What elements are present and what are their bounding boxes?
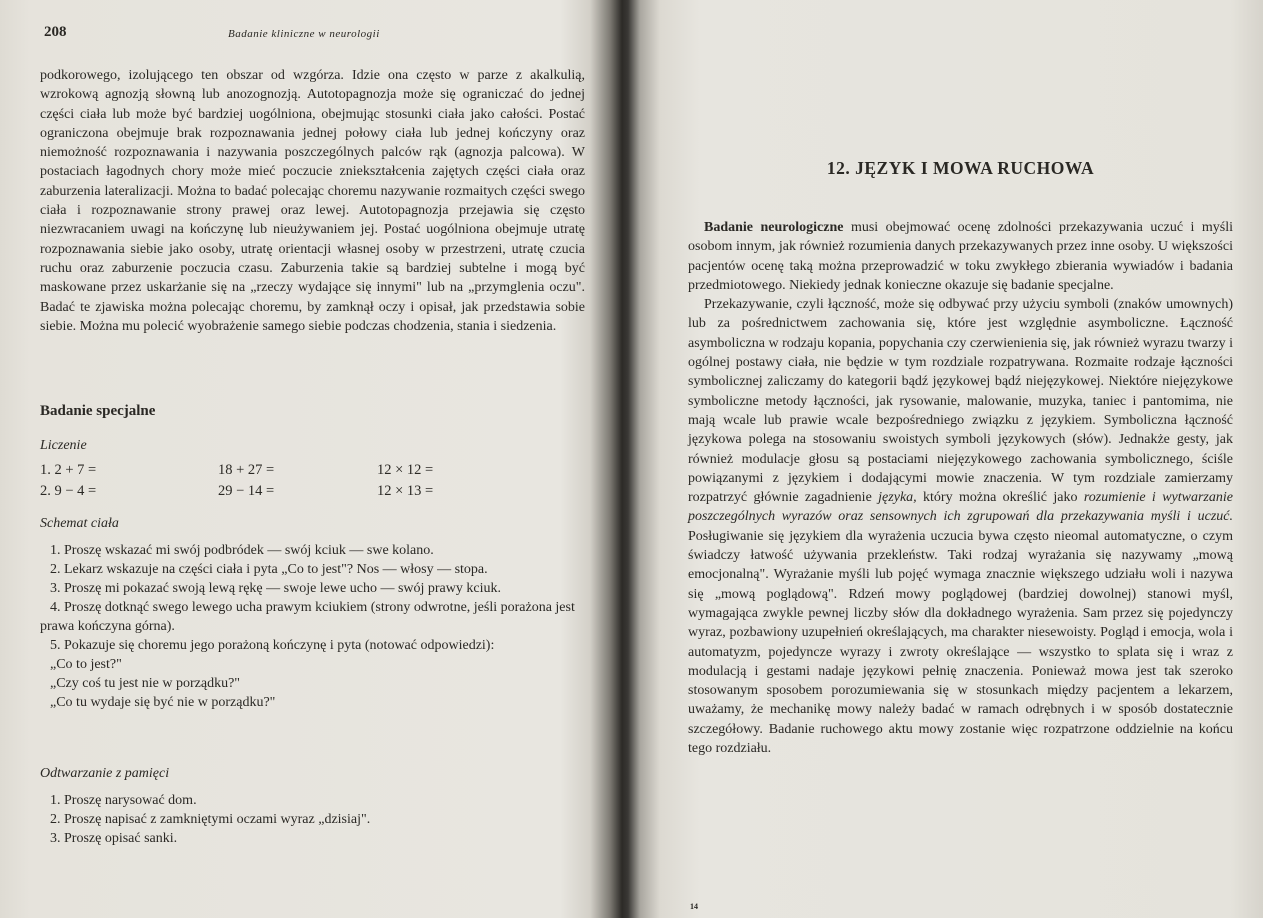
counting-cell: 2. 9 − 4 =	[40, 483, 97, 499]
left-header	[40, 24, 585, 44]
counting-table	[40, 462, 585, 506]
list-item: 2. Proszę napisać z zamkniętymi oczami wyraz „dzisiaj".	[50, 812, 371, 827]
list-item: 1. Proszę wskazać mi swój podbródek — swój kciuk — swe kolano.	[50, 543, 434, 558]
counting-cell: 12 × 13 =	[377, 483, 434, 499]
paragraph-text: Posługiwanie się językiem dla wyrażenia uczucia bywa często nieomal automatyczne, o czym świadczy łatwość używania przekleństw. Taki rodzaj wyrażania się nazywamy „mową emocjonalną". Wyrażanie myśli lub pojęć wymaga znacznie większego udziału woli i nazywa się „mową poglądową". Rdzeń mowy poglądowej (bardziej dowolnej) stanowi myśl, wymagająca zwykle pewnej liczby słów dla dokładnego wyrażenia. Sam przez się pojedynczy wyraz, pozbawiony uzupełnień określających, ma charakter niesewoisty. Pogląd i emocja, wola i automatyzm, pojedyncze wyrazy i zwroty określające — wszystko to splata się i wraz z modulacją i gestami nadaje językowi pełnię znaczenia. Ponieważ mowa jest tak szeroko stosowanym sposobem porozumiewania się w stosunkach między pacjentem a lekarzem, uważamy, że mechanikę mowy należy badać w ramach odrębnych i w sposób dostatecznie szczegółowy. Badanie ruchowego aktu mowy zostanie więc rozpatrzone oddzielnie na końcu tego rozdziału.	[688, 528, 1233, 757]
right-paragraph-1	[688, 218, 1233, 295]
list-item: 3. Proszę opisać sanki.	[50, 831, 178, 846]
counting-cell: 12 × 12 =	[377, 462, 434, 478]
paragraph-text: który można określić jako	[916, 490, 1084, 506]
right-text-block	[688, 218, 1233, 758]
counting-cell: 29 − 14 =	[218, 483, 275, 499]
list-item: 1. Proszę narysować dom.	[50, 793, 197, 808]
paragraph-text: musi obejmować ocenę zdolności przekazywania uczuć i myśli osobom innym, jak również rozumienia danych przekazywanych przez inne osoby. U większości pacjentów ocenę taką można przeprowadzić w toku zwykłego zbierania wywiadów i badania przedmiotowego. Niekiedy jednak konieczne okazuje się badanie specjalne.	[688, 220, 1234, 293]
paragraph-lead: Badanie neurologiczne	[704, 220, 844, 235]
emphasis-text: rozumienie i wytwarzanie poszczególnych wyrazów oraz sensownych ich zgrupowań dla przekazywania myśli i uczuć.	[688, 490, 1233, 525]
paragraph-text: Przekazywanie, czyli łączność, może się odbywać przy użyciu symboli (znaków umownych) lub za pośrednictwem zachowania się, które jest względnie asymboliczne. Łączność asymboliczna w rodzaju kopania, popychania czy czerwienienia się, jak również wyrazu twarzy i ogólnej postawy ciała, nie będzie w tym rozdziale rozpatrywana. Rozmaite rodzaje łączności symbolicznej zaliczamy do kategorii bądź językowej bądź niejęzykowej. Niektóre niejęzykowe symboliczne metody łączności, jak rysowanie, malowanie, muzyka, taniec i pantomima, nie mają wcale lub prawie wcale bezpośredniego związku z językiem. Symboliczna łączność językowa polega na stosowaniu swoistych symboli językowych (słów). Jednakże gesty, jak również modulacje głosu są postaciami niejęzykowego zachowania symbolicznego, ściśle powiązanymi z językiem i dodającymi mowie znaczenia. W tym rozdziale zamierzamy rozpatrzyć głównie zagadnienie	[688, 297, 1233, 506]
question-item: „Co to jest?"	[50, 657, 122, 672]
left-paragraph: podkorowego, izolującego ten obszar od wzgórza. Idzie ona często w parze z akalkulią, wzrokową agnozją słowną lub anozognozją. Autotopagnozja może się ograniczać do jednej części ciała lub może być bardziej uogólniona, obejmując stosunki ciała jako całości. Postać ograniczona obejmuje brak rozpoznawania jednej połowy ciała lub jednej kończyny oraz niemożność rozpoznawania i nazywania poszczególnych palców rąk (agnozja palcowa). W postaciach łagodnych chory może mieć poczucie zniekształcenia zajętych części ciała oraz zaburzenia lateralizacji. Można to badać polecając choremu nazywanie rozmaitych części swego ciała i rozpoznawanie strony prawej oraz lewej. Autotopagnozja przejawia się często niezwracaniem uwagi na kończynę lub nieużywaniem jej. Postać uogólniona obejmuje utratę rozpoznawania siebie jako osoby, utratę orientacji własnej osoby w przestrzeni, utratę czucia ruchu oraz zaburzenie poczucia czasu. Zaburzenia takie są bardziej subtelne i mogą być maskowane przez uskarżanie się na „rzeczy wydające się innymi" lub na „przymglenia oczu". Badać te zjawiska można polecając choremu, by zamknął oczy i opisał, jak przedstawia sobie siebie. Można mu polecić wyobrażenie samego siebie podczas chodzenia, stania i siedzenia.	[40, 68, 585, 334]
counting-cell: 1. 2 + 7 =	[40, 462, 97, 478]
counting-heading: Liczenie	[40, 438, 87, 453]
list-item: 4. Proszę dotknąć swego lewego ucha prawym kciukiem (strony odwrotne, jeśli porażona jest prawa kończyna górna).	[40, 600, 575, 634]
question-item: „Co tu wydaje się być nie w porządku?"	[50, 695, 276, 710]
question-item: „Czy coś tu jest nie w porządku?"	[50, 676, 240, 691]
chapter-title: 12. JĘZYK I MOWA RUCHOWA	[826, 158, 1095, 178]
running-head: Badanie kliniczne w neurologii	[228, 28, 380, 40]
body-schema-heading: Schemat ciała	[40, 516, 119, 531]
right-paragraph-2	[688, 295, 1233, 758]
list-item: 2. Lekarz wskazuje na części ciała i pyta „Co to jest"? Nos — włosy — stopa.	[50, 562, 488, 577]
list-item: 5. Pokazuje się choremu jego porażoną kończynę i pyta (notować odpowiedzi):	[50, 638, 495, 653]
counting-cell: 18 + 27 =	[218, 462, 275, 478]
page-number: 208	[44, 24, 67, 40]
memory-list	[40, 791, 585, 848]
list-item: 3. Proszę mi pokazać swoją lewą rękę — swoje lewe ucho — swój prawy kciuk.	[50, 581, 501, 596]
memory-heading: Odtwarzanie z pamięci	[40, 766, 170, 781]
left-paragraph-block	[40, 66, 585, 336]
body-schema-list	[40, 541, 585, 712]
emphasis-text: języka,	[878, 490, 917, 506]
special-exam-heading: Badanie specjalne	[40, 403, 156, 419]
signature-mark: 14	[690, 902, 698, 911]
